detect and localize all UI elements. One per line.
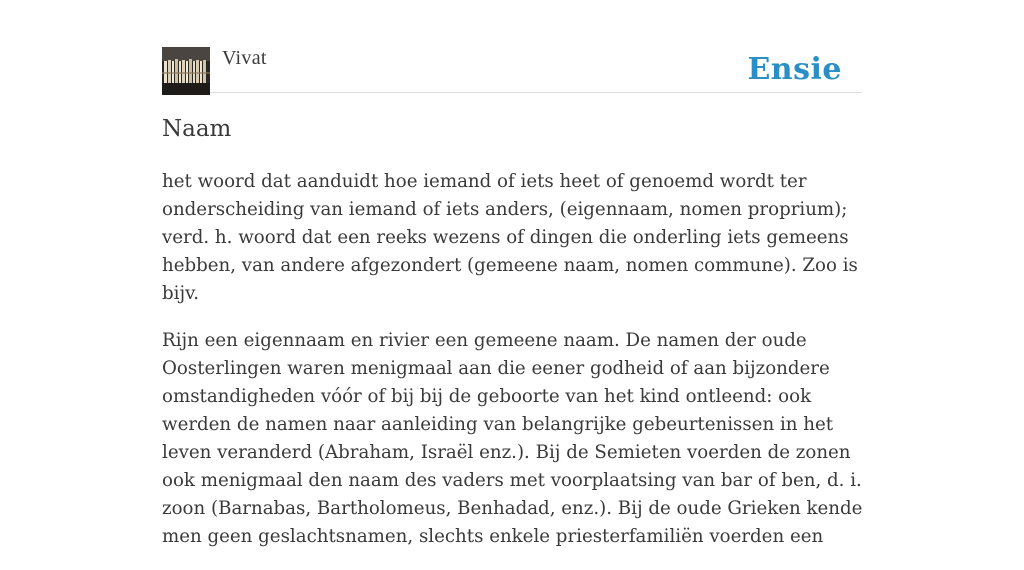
avatar[interactable] xyxy=(162,47,210,95)
article-body xyxy=(162,168,867,570)
brand-logo[interactable]: Ensie xyxy=(747,52,842,87)
paragraph: het woord dat aanduidt hoe iemand of iets heet of genoemd wordt ter onderscheiding van iemand of iets anders, (eigennaam, nomen proprium); verd. h. woord dat een reeks wezens of dingen die onderling iets gemeens hebben, van andere afgezondert (gemeene naam, nomen commune). Zoo is bijv. xyxy=(162,171,858,304)
page-header xyxy=(162,46,862,93)
author-name[interactable]: Vivat xyxy=(222,47,267,69)
paragraph: Rijn een eigennaam en rivier een gemeene naam. De namen der oude Oosterlingen waren menigmaal aan die eener godheid of aan bijzondere omstandigheden vóór of bij bij de geboorte van het kind ontleend: ook werden de namen naar aanleiding van belangrijke gebeurtenissen in het leven veranderd (Abraham, Israël enz.). Bij de Semieten voerden de zonen ook menigmaal den naam des vaders met voorplaatsing van bar of ben, d. i. zoon (Barnabas, Bartholomeus, Benhadad, enz.). Bij de oude Grieken kende men geen geslachtsnamen, slechts enkele priesterfamiliën voerden een xyxy=(162,330,863,547)
bookshelf-avatar-icon xyxy=(162,47,210,95)
page-title: Naam xyxy=(162,116,232,142)
